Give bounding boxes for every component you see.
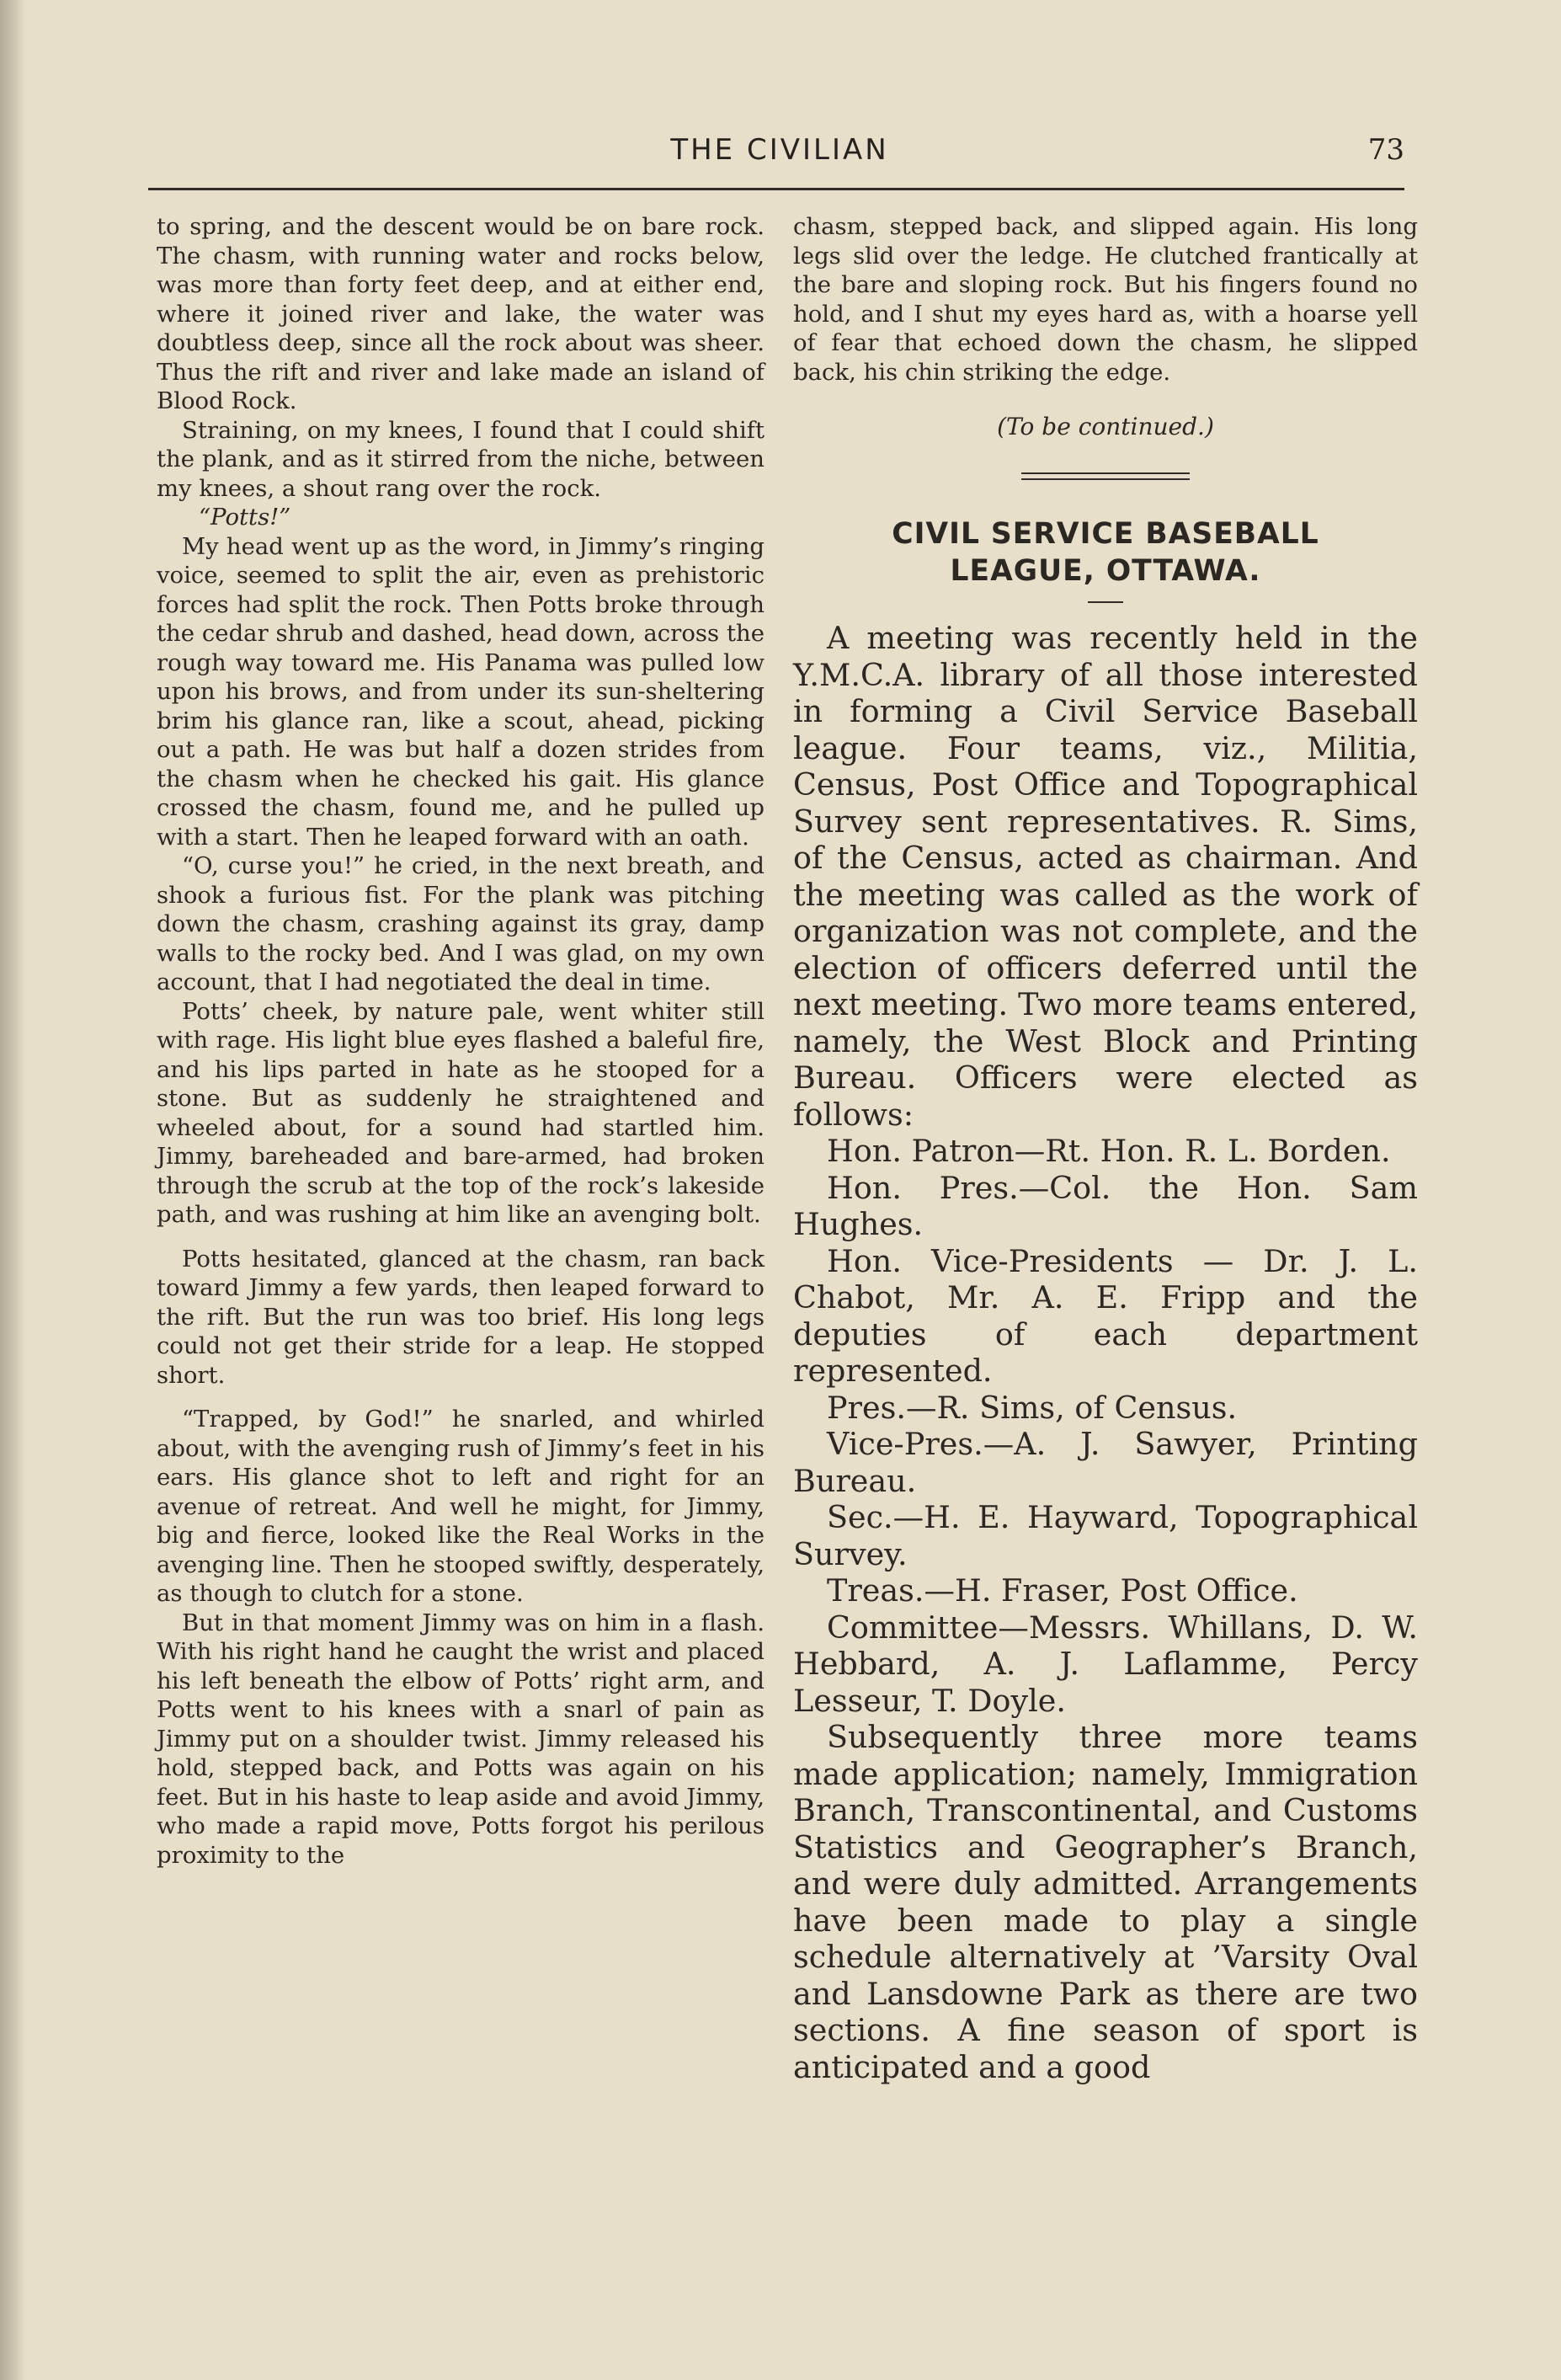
running-header xyxy=(148,133,1404,175)
officer-entry: Sec.—H. E. Hayward, Topographical Survey. xyxy=(793,1499,1418,1572)
right-column xyxy=(793,212,1418,2085)
publication-title: THE CIVILIAN xyxy=(670,133,889,167)
article-paragraph: A meeting was recently held in the Y.M.C.A. library of all those interested in forming a Civil Service Baseball league. Four teams, viz., Militia, Census, Post Office and Topographical Survey sent representatives. R. Sims, of the Census, acted as chairman. And the meeting was called as the work of organization was not complete, and the election of officers deferred until the next meeting. Two more teams entered, namely, the West Block and Printing Bureau. Officers were elected as follows: xyxy=(793,620,1418,1133)
paragraph-gap xyxy=(157,1390,765,1405)
story-paragraph: “Trapped, by God!” he snarled, and whirled about, with the avenging rush of Jimmy’s feet in his ears. His glance shot to left and right for an avenue of retreat. And well he might, for Jimmy, big and fierce, looked like the Real Works in the avenging line. Then he stooped swiftly, desperately, as though to clutch for a stone. xyxy=(157,1406,765,1607)
story-paragraph: “O, curse you!” he cried, in the next breath, and shook a furious fist. For the plank was pitching down the chasm, crashing against its gray, damp walls to the rocky bed. And I was glad, on my own account, that I had negotiated the deal in time. xyxy=(157,852,765,995)
officer-entry: Hon. Patron—Rt. Hon. R. L. Borden. xyxy=(827,1133,1391,1169)
story-paragraph: to spring, and the descent would be on bare rock. The chasm, with running water and rocks below, was more than forty feet deep, and at either end, where it joined river and lake, the water was doubtless deep, since all the rock about was sheer. Thus the rift and river and lake made an island of Blood Rock. xyxy=(157,213,765,414)
article-paragraph: Subsequently three more teams made application; namely, Immigration Branch, Transcontinental, and Customs Statistics and Geographer’s Branch, and were duly admitted. Arrangements have been made to play a single schedule alternatively at ’Varsity Oval and Lansdowne Park as there are two sections. A fine season of sport is anticipated and a good xyxy=(793,1719,1418,2085)
title-rule xyxy=(1088,601,1123,603)
story-paragraph: Straining, on my knees, I found that I could shift the plank, and as it stirred from the niche, between my knees, a shout rang over the rock. xyxy=(157,416,765,502)
page-binding-shadow xyxy=(0,0,25,2380)
article-title-line: CIVIL SERVICE BASEBALL xyxy=(892,517,1319,551)
section-divider xyxy=(1021,472,1190,480)
story-paragraph: chasm, stepped back, and slipped again. His long legs slid over the ledge. He clutched frantically at the bare and sloping rock. But his fingers found no hold, and I shut my eyes hard as, with a hoarse yell of fear that echoed down the chasm, he slipped back, his chin striking the edge. xyxy=(793,213,1418,386)
header-rule xyxy=(148,188,1404,190)
officer-entry: Vice-Pres.—A. J. Sawyer, Printing Bureau. xyxy=(793,1426,1418,1499)
page-number: 73 xyxy=(1367,133,1404,167)
story-paragraph: My head went up as the word, in Jimmy’s ringing voice, seemed to split the air, even as prehistoric forces had split the rock. Then Potts broke through the cedar shrub and dashed, head down, across the rough way toward me. His Panama was pulled low upon his brows, and from under its sun-sheltering brim his glance ran, like a scout, ahead, picking out a path. He was but half a dozen strides from the chasm when he checked his gait. His glance crossed the chasm, found me, and he pulled up with a start. Then he leaped forward with an oath. xyxy=(157,532,765,851)
officer-entry: Committee—Messrs. Whillans, D. W. Hebbard, A. J. Laflamme, Percy Lesseur, T. Doyle. xyxy=(793,1609,1418,1719)
story-paragraph: But in that moment Jimmy was on him in a flash. With his right hand he caught the wrist and placed his left beneath the elbow of Potts’ right arm, and Potts went to his knees with a snarl of pain as Jimmy put on a shoulder twist. Jimmy released his hold, stepped back, and Potts was again on his feet. But in his haste to leap aside and avoid Jimmy, who made a rapid move, Potts forgot his perilous proximity to the xyxy=(157,1609,765,1869)
officer-entry: Hon. Pres.—Col. the Hon. Sam Hughes. xyxy=(793,1169,1418,1242)
story-paragraph: “Potts!” xyxy=(199,504,291,531)
story-paragraph: Potts’ cheek, by nature pale, went whiter still with rage. His light blue eyes flashed a baleful fire, and his lips parted in hate as he stooped for a stone. But as suddenly he straightened and wheeled about, for a sound had startled him. Jimmy, bareheaded and bare-armed, had broken through the scrub at the top of the rock’s lakeside path, and was rushing at him like an avenging bolt. xyxy=(157,997,765,1228)
officer-entry: Hon. Vice-Presidents — Dr. J. L. Chabot, Mr. A. E. Fripp and the deputies of each department represented. xyxy=(793,1242,1418,1389)
article-title-line: LEAGUE, OTTAWA. xyxy=(950,554,1261,588)
left-column xyxy=(157,212,765,1870)
article-title xyxy=(793,515,1418,590)
officer-entry: Pres.—R. Sims, of Census. xyxy=(827,1389,1238,1426)
paragraph-gap xyxy=(157,1230,765,1245)
story-paragraph: Potts hesitated, glanced at the chasm, ran back toward Jimmy a few yards, then leaped forward to the rift. But the run was too brief. His long legs could not get their stride for a leap. He stopped short. xyxy=(157,1245,765,1389)
continued-note: (To be continued.) xyxy=(997,413,1214,440)
officer-entry: Treas.—H. Fraser, Post Office. xyxy=(827,1572,1298,1609)
